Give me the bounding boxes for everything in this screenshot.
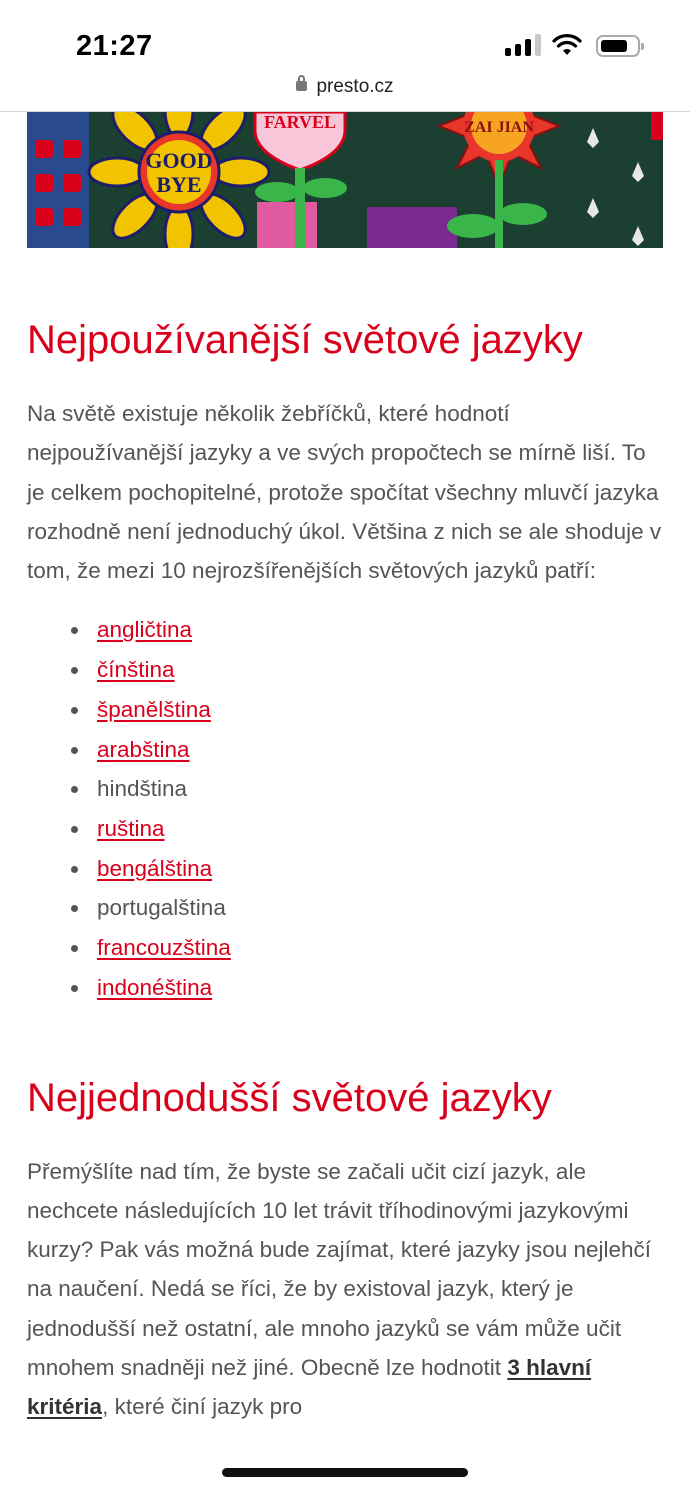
- list-item: [71, 849, 663, 889]
- language-link-french[interactable]: francouzština: [97, 935, 231, 961]
- section-paragraph-easiest: [27, 1152, 663, 1427]
- language-link-arabic[interactable]: arabština: [97, 736, 190, 762]
- list-item: [71, 809, 663, 849]
- section-heading-most-used: Nejpoužívanější světové jazyky: [27, 318, 583, 362]
- status-time: 21:27: [76, 30, 153, 62]
- language-text-portuguese: portugalština: [97, 895, 226, 921]
- criteria-link[interactable]: 3 hlavní kritéria: [27, 1355, 592, 1420]
- hero-image: [27, 112, 663, 248]
- language-link-english[interactable]: angličtina: [97, 617, 193, 643]
- language-link-russian[interactable]: ruština: [97, 816, 165, 841]
- language-list: [71, 610, 663, 1007]
- flower-text-bye: BYE: [156, 172, 202, 197]
- list-item: [71, 730, 663, 770]
- battery-icon: [596, 35, 640, 57]
- list-item: [71, 650, 663, 690]
- home-indicator[interactable]: [222, 1468, 468, 1477]
- lock-icon: [296, 81, 307, 91]
- list-item: [71, 769, 663, 809]
- language-link-spanish[interactable]: španělština: [97, 696, 211, 722]
- list-item: [71, 690, 663, 730]
- paragraph-text-start: Přemýšlíte nad tím, že byste se začali učit cizí jazyk, ale nechcete následujících 10 let trávit tříhodinovými jazykovými kurzy? Pak vás možná bude zajímat, které jazyky jsou nejlehčí na naučení. Nedá se říci, že by existoval jazyk, který je jednodušší než ostatní, ale mnoho jazyků se vám může učit mnohem snadněji než jiné. Obecně lze hodnotit: [27, 1158, 652, 1380]
- wifi-icon: [552, 33, 582, 57]
- flower-text-good: GOOD: [145, 148, 213, 173]
- list-item: [71, 968, 663, 1008]
- language-link-chinese[interactable]: čínština: [97, 657, 175, 683]
- address-bar[interactable]: [0, 70, 690, 112]
- section-heading-easiest: Nejjednodušší světové jazyky: [27, 1075, 552, 1120]
- list-item: [71, 888, 663, 928]
- cellular-signal-icon: [505, 34, 541, 56]
- article-content: [27, 248, 663, 1427]
- language-link-bengali[interactable]: bengálština: [97, 855, 213, 881]
- list-item: [71, 928, 663, 968]
- flower-text-zai-jian: ZAI JIAN: [464, 119, 534, 136]
- url-domain: presto.cz: [316, 76, 394, 97]
- list-item: [71, 610, 663, 650]
- language-link-indonesian[interactable]: indonéština: [97, 974, 213, 1000]
- status-bar: [0, 0, 690, 70]
- paragraph-text-end: , které činí jazyk pro: [102, 1394, 303, 1420]
- language-text-hindi: hindština: [97, 776, 188, 802]
- flower-text-farvel: FARVEL: [263, 112, 337, 132]
- section-paragraph-most-used: Na světě existuje několik žebříčků, které hodnotí nejpoužívanější jazyky a ve svých propočtech se mírně liší. To je celkem pochopitelné, protože spočítat všechny mluvčí jazyka rozhodně není jednoduchý úkol. Většina z nich se ale shoduje v tom, že mezi 10 nejrozšířenějších světových jazyků patří:: [27, 401, 662, 584]
